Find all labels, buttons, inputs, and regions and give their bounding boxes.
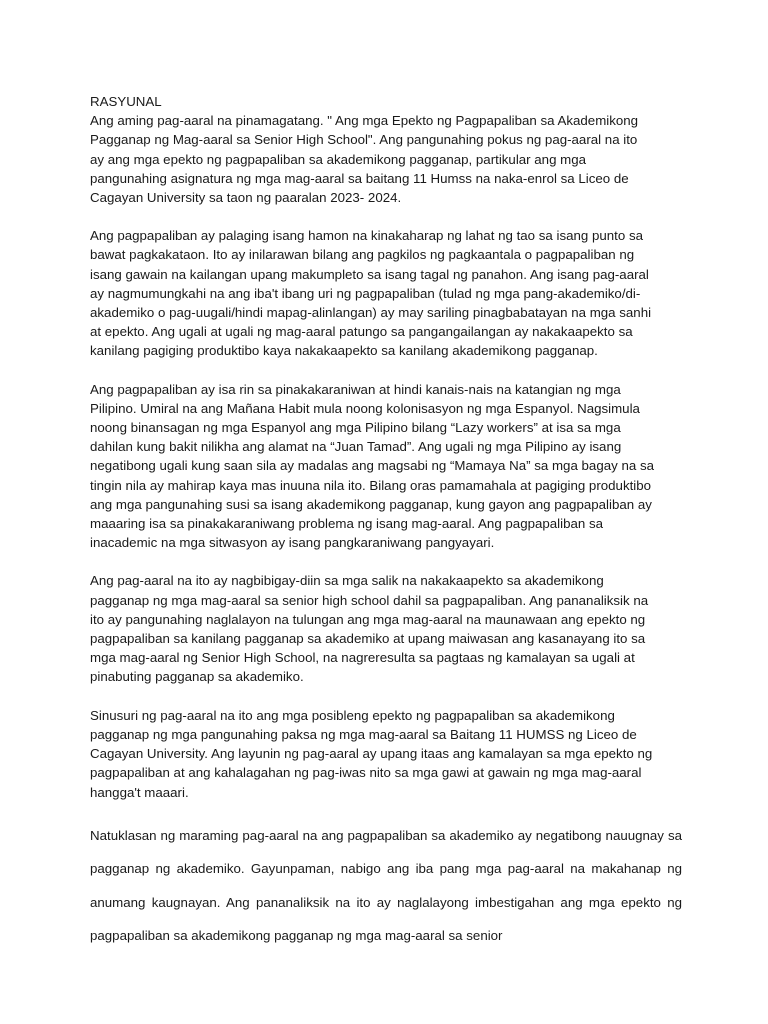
paragraph-definition: Ang pagpapaliban ay palaging isang hamon na kinakaharap ng lahat ng tao sa isang punto sa bawat pagkakataon. Ito ay inilarawan bilang ang pagkilos ng pagkaantala o pagpapaliban ng isang gawain na kailangan upang makumpleto sa isang tagal ng panahon. Ang isang pag-aaral ay nagmumungkahi na ang iba't ibang uri ng pagpapaliban (tulad ng mga pang-akademiko/di- akademiko o pag-uugali/hindi mapag-alinlangan) ay may sariling pinagbabatayan na mga sanhi at epekto. Ang ugali at ugali ng mag-aaral patungo sa pangangailangan ay nakakaapekto sa kanilang pagiging produktibo kaya nakakaapekto sa kanilang akademikong pagganap. [90, 228, 652, 359]
paragraph-literature: Natuklasan ng maraming pag-aaral na ang pagpapaliban sa akademiko ay negatibong nauugnay sa pagganap ng akademiko. Gayunpaman, nabigo ang iba pang mga pag-aaral na makahanap ng anumang kaugnayan. Ang pananaliksik na ito ay naglalayong imbestigahan ang mga epekto ng pagpapaliban sa akademikong pagganap ng mga mag-aaral sa senior [90, 827, 682, 944]
section-heading: RASYUNAL [90, 94, 162, 109]
paragraph-study-purpose: Sinusuri ng pag-aaral na ito ang mga posibleng epekto ng pagpapaliban sa akademikong pagganap ng mga pangunahing paksa ng mga mag-aaral sa Baitang 11 HUMSS ng Liceo de Cagayan University. Ang layunin ng pag-aaral ay upang itaas ang kamalayan sa mga epekto ng pagpapaliban at ang kahalagahan ng pag-iwas nito sa mga gawi at gawain ng mga mag-aaral hangga't maaari. [90, 707, 653, 800]
paragraph-introduction: Ang aming pag-aaral na pinamagatang. " Ang mga Epekto ng Pagpapaliban sa Akademikong Pagganap ng Mag-aaral sa Senior High School". Ang pangunahing pokus ng pag-aaral na ito ay ang mga epekto ng pagpapaliban sa akademikong pagganap, partikular ang mga pangunahing asignatura ng mga mag-aaral sa baitang 11 Humss na naka-enrol sa Liceo de Cagayan University sa taon ng paaralan 2023- 2024. [90, 113, 639, 206]
paragraph-filipino-context: Ang pagpapaliban ay isa rin sa pinakakaraniwan at hindi kanais-nais na katangian ng mga Pilipino. Umiral na ang Mañana Habit mula noong kolonisasyon ng mga Espanyol. Nagsimula noong binansagan ng mga Espanyol ang mga Pilipino bilang “Lazy workers” at isa sa mga dahilan kung bakit nilikha ang alamat na “Juan Tamad”. Ang ugali ng mga Pilipino ay isang negatibong ugali kung saan sila ay madalas ang magsabi ng “Mamaya Na” sa mga bagay na sa tingin nila ay mahirap kaya mas inuuna nila ito. Bilang oras pamamahala at pagiging produktibo ang mga pangunahing susi sa isang akademikong pagganap, kung gayon ang pagpapaliban ay maaaring isa sa pinakakaraniwang problema ng isang mag-aaral. Ang pagpapaliban sa inacademic na mga sitwasyon ay isang pangkaraniwang pangyayari. [90, 381, 654, 551]
document-body [90, 92, 682, 953]
paragraph-study-focus: Ang pag-aaral na ito ay nagbibigay-diin sa mga salik na nakakaapekto sa akademikong pagganap ng mga mag-aaral sa senior high school dahil sa pagpapaliban. Ang pananaliksik na ito ay pangunahing naglalayon na tulungan ang mga mag-aaral na maunawaan ang epekto ng pagpapaliban sa kanilang pagganap sa akademiko at upang maiwasan ang kasanayang ito sa mga mag-aaral ng Senior High School, na nagreresulta sa pagtaas ng kamalayan sa ugali at pinabuting pagganap sa akademiko. [90, 573, 649, 685]
